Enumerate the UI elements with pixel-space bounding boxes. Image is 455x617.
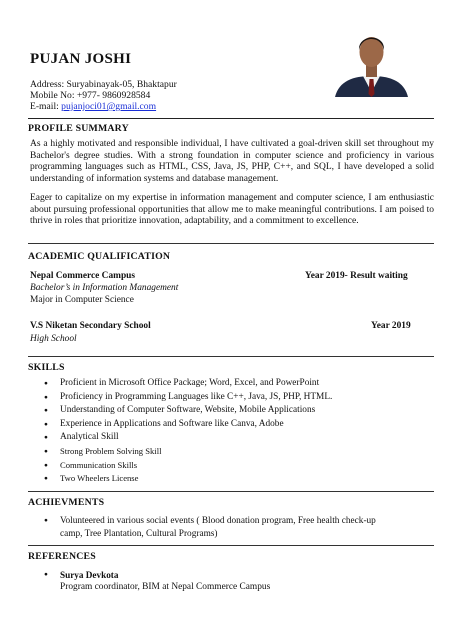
list-item: ● Experience in Applications and Software like Canva, Adobe <box>30 418 434 432</box>
divider <box>28 356 434 357</box>
reference-role: Program coordinator, BIM at Nepal Commerce Campus <box>60 582 271 592</box>
contact-info <box>30 79 177 112</box>
list-item: ● Strong Problem Solving Skill <box>30 445 434 459</box>
mobile-number: Mobile No: +977- 9860928584 <box>30 90 151 101</box>
divider <box>28 491 434 492</box>
education-major: Major in Computer Science <box>30 295 134 305</box>
academic-heading: ACADEMIC QUALIFICATION <box>28 251 171 262</box>
email-label: E-mail: <box>30 101 62 112</box>
education-degree: Bachelor’s in Information Management <box>30 283 179 293</box>
address: Address: Suryabinayak-05, Bhaktapur <box>30 79 177 90</box>
list-item: ● Two Wheelers License <box>30 472 434 486</box>
list-item: ● Understanding of Computer Software, Website, Mobile Applications <box>30 404 434 418</box>
reference-name: ● Surya Devkota <box>30 569 434 581</box>
list-item: ● Proficiency in Programming Languages like C++, Java, JS, PHP, HTML. <box>30 391 434 405</box>
email-link[interactable]: pujanjoci01@gmail.com <box>61 101 157 112</box>
references-list <box>30 569 434 581</box>
list-item: ● Communication Skills <box>30 459 434 473</box>
profile-photo <box>333 20 410 97</box>
education-school: V.S Niketan Secondary School <box>30 321 151 331</box>
list-item: ● Analytical Skill <box>30 431 434 445</box>
profile-paragraph-1: As a highly motivated and responsible individual, I have cultivated a goal-driven skill set throughout my Bachelor's degree studies. With a strong foundation in computer science and proficiency in various programming languages such as HTML, CSS, Java, JS, PHP, C++, and SQL, I have developed a solid understanding of information systems and database management. <box>30 139 434 184</box>
profile-paragraph-2: Eager to capitalize on my expertise in information management and computer science, I am enthusiastic about pursuing professional opportunities that allow me to make meaningful contributions. I am poised to thrive in roles that prioritize innovation, adaptability, and a commitment to excellence. <box>30 193 434 227</box>
achievements-heading: ACHIEVMENTS <box>28 497 105 508</box>
candidate-name: PUJAN JOSHI <box>30 51 132 67</box>
list-item: ● Proficient in Microsoft Office Package; Word, Excel, and PowerPoint <box>30 377 434 391</box>
education-school: Nepal Commerce Campus <box>30 271 136 281</box>
skills-heading: SKILLS <box>28 362 65 373</box>
divider <box>28 545 434 546</box>
skills-list <box>30 377 434 486</box>
education-year: Year 2019- Result waiting <box>305 271 408 281</box>
references-heading: REFERENCES <box>28 551 96 562</box>
divider <box>28 118 434 119</box>
profile-summary-heading: PROFILE SUMMARY <box>28 123 129 134</box>
email-line <box>30 101 177 112</box>
achievements-list <box>30 515 400 540</box>
divider <box>28 243 434 244</box>
list-item: ● Volunteered in various social events ( Blood donation program, Free health check-up camp, Tree Plantation, Cultural Programs) <box>30 515 400 540</box>
education-year: Year 2019 <box>371 321 411 331</box>
education-degree: High School <box>30 334 77 344</box>
